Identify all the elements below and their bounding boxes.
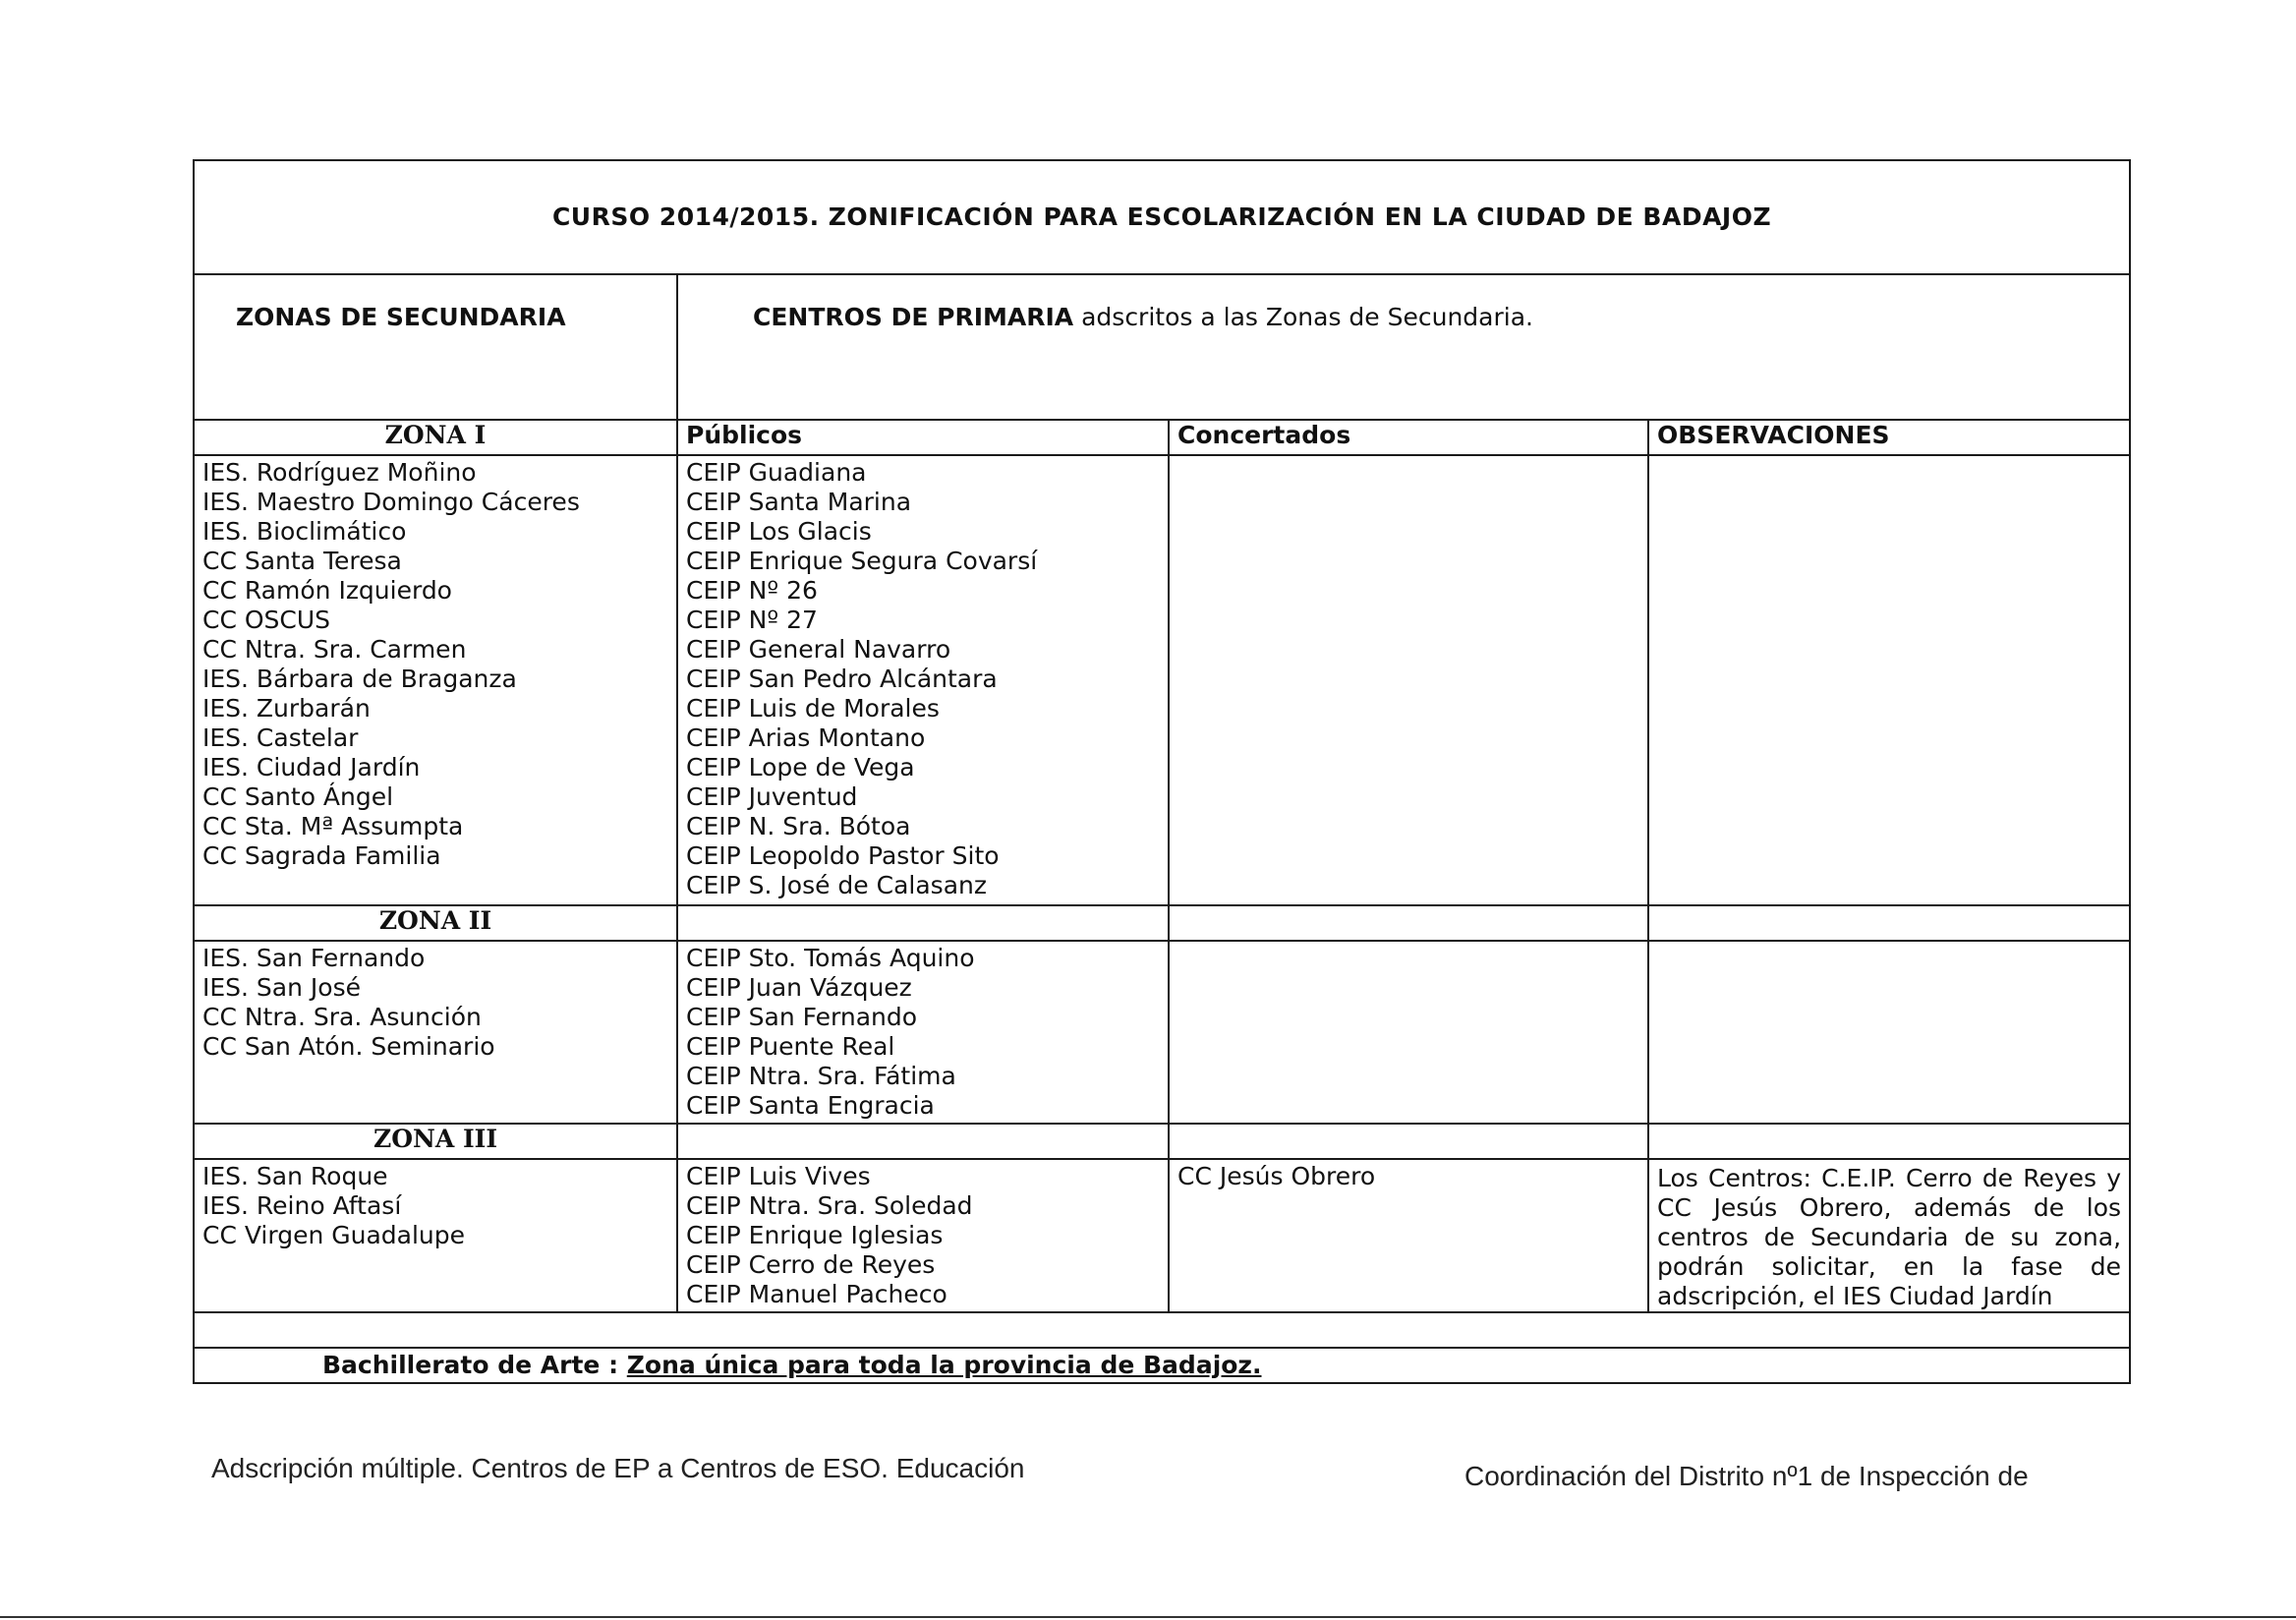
list-item: CEIP Santa Engracia bbox=[686, 1091, 935, 1120]
list-item: CC Ntra. Sra. Asunción bbox=[202, 1003, 482, 1031]
list-item: CC OSCUS bbox=[202, 606, 331, 634]
list-item: CEIP San Fernando bbox=[686, 1003, 918, 1031]
list-item: CC San Atón. Seminario bbox=[202, 1032, 495, 1061]
zone-3-publicos-list bbox=[677, 1159, 1169, 1312]
list-item: CEIP Luis Vives bbox=[686, 1162, 871, 1190]
centros-primaria-header bbox=[677, 274, 2130, 420]
zone-3-row bbox=[194, 1159, 2130, 1312]
bachillerato-note bbox=[194, 1348, 2130, 1383]
list-item: IES. Ciudad Jardín bbox=[202, 753, 421, 781]
list-item: CEIP Luis de Morales bbox=[686, 694, 940, 723]
list-item: CC Santa Teresa bbox=[202, 547, 402, 575]
bachillerato-label: Bachillerato de Arte : bbox=[322, 1351, 627, 1379]
list-item: CC Ntra. Sra. Carmen bbox=[202, 635, 467, 664]
zone-3-name: ZONA III bbox=[194, 1124, 677, 1159]
zone-2-concertados bbox=[1169, 941, 1648, 1124]
publicos-column-header: Públicos bbox=[677, 420, 1169, 455]
list-item: IES. Bárbara de Braganza bbox=[202, 665, 517, 693]
list-item: CEIP Guadiana bbox=[686, 458, 867, 487]
list-item: CC Virgen Guadalupe bbox=[202, 1221, 466, 1249]
concertados-column-header: Concertados bbox=[1169, 420, 1648, 455]
list-item: CEIP Arias Montano bbox=[686, 723, 926, 752]
zoning-document bbox=[193, 159, 2129, 1379]
list-item: CEIP Juventud bbox=[686, 782, 858, 811]
list-item: CEIP General Navarro bbox=[686, 635, 951, 664]
list-item: CEIP Lope de Vega bbox=[686, 753, 915, 781]
zone-1-observaciones bbox=[1648, 455, 2130, 905]
list-item: CEIP Leopoldo Pastor Sito bbox=[686, 841, 1000, 870]
list-item: CEIP Enrique Iglesias bbox=[686, 1221, 944, 1249]
list-item: CEIP Manuel Pacheco bbox=[686, 1280, 947, 1308]
list-item: CEIP Los Glacis bbox=[686, 517, 872, 546]
list-item: IES. Maestro Domingo Cáceres bbox=[202, 488, 580, 516]
list-item: CEIP Juan Vázquez bbox=[686, 973, 912, 1002]
list-item: IES. San Roque bbox=[202, 1162, 388, 1190]
zone-1-publicos-list bbox=[677, 455, 1169, 905]
centros-primaria-bold: CENTROS DE PRIMARIA bbox=[753, 303, 1074, 331]
page-bottom-edge bbox=[0, 1616, 2296, 1618]
list-item: CEIP San Pedro Alcántara bbox=[686, 665, 998, 693]
list-item: CEIP Nº 27 bbox=[686, 606, 818, 634]
list-item: IES. Rodríguez Moñino bbox=[202, 458, 477, 487]
list-item: CEIP S. José de Calasanz bbox=[686, 871, 987, 899]
list-item: IES. Zurbarán bbox=[202, 694, 371, 723]
list-item: IES. San José bbox=[202, 973, 361, 1002]
list-item: IES. San Fernando bbox=[202, 944, 426, 972]
blank-row bbox=[194, 1312, 2130, 1348]
zonas-secundaria-header: ZONAS DE SECUNDARIA bbox=[194, 274, 677, 420]
list-item: CEIP Nº 26 bbox=[686, 576, 818, 605]
zone-1-concertados bbox=[1169, 455, 1648, 905]
list-item: CC Sta. Mª Assumpta bbox=[202, 812, 464, 840]
list-item: CEIP Ntra. Sra. Soledad bbox=[686, 1191, 973, 1220]
document-title: CURSO 2014/2015. ZONIFICACIÓN PARA ESCOLARIZACIÓN EN LA CIUDAD DE BADAJOZ bbox=[194, 160, 2130, 274]
footer-right: Coordinación del Distrito nº1 de Inspección de bbox=[1464, 1461, 2029, 1491]
zone-3-secundaria-list bbox=[194, 1159, 677, 1312]
list-item: CEIP Sto. Tomás Aquino bbox=[686, 944, 975, 972]
centros-primaria-rest: adscritos a las Zonas de Secundaria. bbox=[1073, 303, 1533, 331]
zone-1-secundaria-list bbox=[194, 455, 677, 905]
zone-2-observaciones bbox=[1648, 941, 2130, 1124]
bachillerato-text: Zona única para toda la provincia de Badajoz. bbox=[626, 1351, 1262, 1379]
list-item: IES. Reino Aftasí bbox=[202, 1191, 402, 1220]
zone-2-publicos-list bbox=[677, 941, 1169, 1124]
list-item: CEIP Puente Real bbox=[686, 1032, 895, 1061]
observaciones-column-header: OBSERVACIONES bbox=[1648, 420, 2130, 455]
zoning-table bbox=[193, 159, 2131, 1384]
zone-1-row bbox=[194, 455, 2130, 905]
list-item: CEIP N. Sra. Bótoa bbox=[686, 812, 911, 840]
list-item: CEIP Ntra. Sra. Fátima bbox=[686, 1062, 956, 1090]
zone-2-name: ZONA II bbox=[194, 905, 677, 941]
zone-2-row bbox=[194, 941, 2130, 1124]
list-item: CC Santo Ángel bbox=[202, 782, 394, 811]
footer-left: Adscripción múltiple. Centros de EP a Centros de ESO. Educación bbox=[211, 1453, 1025, 1483]
zone-3-concertados: CC Jesús Obrero bbox=[1169, 1159, 1648, 1312]
zone-2-secundaria-list bbox=[194, 941, 677, 1124]
zone-3-observaciones: Los Centros: C.E.IP. Cerro de Reyes y CC Jesús Obrero, además de los centros de Secundaria de su zona, podrán solicitar, en la fase de adscripción, el IES Ciudad Jardín bbox=[1648, 1159, 2130, 1312]
list-item: IES. Bioclimático bbox=[202, 517, 407, 546]
list-item: CC Sagrada Familia bbox=[202, 841, 441, 870]
list-item: CEIP Cerro de Reyes bbox=[686, 1250, 936, 1279]
zone-1-name: ZONA I bbox=[194, 420, 677, 455]
list-item: CC Ramón Izquierdo bbox=[202, 576, 452, 605]
list-item: CEIP Santa Marina bbox=[686, 488, 912, 516]
list-item: IES. Castelar bbox=[202, 723, 359, 752]
list-item: CEIP Enrique Segura Covarsí bbox=[686, 547, 1038, 575]
